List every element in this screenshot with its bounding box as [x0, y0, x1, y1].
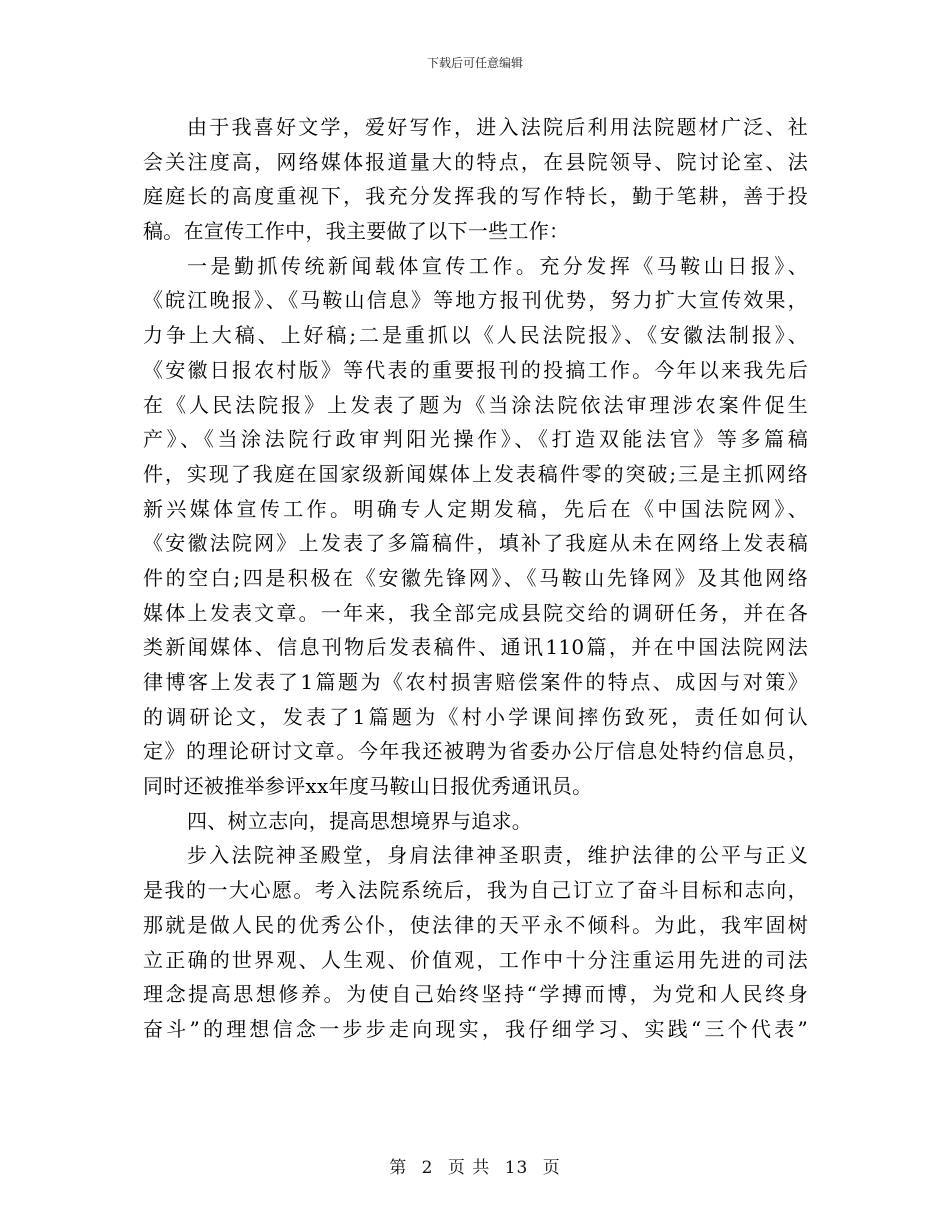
- page-footer: [0, 1153, 950, 1178]
- paragraph-line: 由于我喜好文学，爱好写作，进入法院后利用法院题材广泛、社: [187, 115, 808, 139]
- paragraph-line: 产》、《当涂法院行政审判阳光操作》、《打造双能法官》等多篇稿: [143, 427, 808, 452]
- body-text: [143, 110, 808, 1047]
- footer-prefix: 第: [389, 1158, 408, 1178]
- paragraph-line: 的调研论文，发表了1篇题为《村小学课间摔伤致死，责任如何认: [143, 704, 808, 729]
- footer-total-pages: 13: [504, 1158, 529, 1178]
- paragraph-line: 件的空白;四是积极在《安徽先锋网》、《马鞍山先锋网》及其他网络: [143, 565, 808, 590]
- paragraph-line: 奋斗”的理想信念一步步走向现实，我仔细学习、实践“三个代表”: [143, 1016, 808, 1041]
- paragraph-line: 会关注度高，网络媒体报道量大的特点，在县院领导、院讨论室、法: [143, 149, 808, 174]
- paragraph-line: 件，实现了我庭在国家级新闻媒体上发表稿件零的突破;三是主抓网络: [143, 461, 808, 486]
- paragraph-line: 类新闻媒体、信息刊物后发表稿件、通讯110篇，并在中国法院网法: [143, 635, 808, 660]
- paragraph-line: 理念提高思想修养。为使自己始终坚持“学搏而博，为党和人民终身: [143, 982, 808, 1007]
- paragraph-line: 同时还被推举参评xx年度马鞍山日报优秀通讯员。: [143, 774, 593, 799]
- paragraph-line: 那就是做人民的优秀公仆，使法律的天平永不倾科。为此，我牢固树: [143, 912, 808, 937]
- paragraph-line: 《皖江晚报》、《马鞍山信息》等地方报刊优势，努力扩大宣传效果，: [143, 288, 808, 313]
- paragraph-line: 庭庭长的高度重视下，我充分发挥我的写作特长，勤于笔耕，善于投: [143, 184, 808, 209]
- footer-page-number: 2: [421, 1158, 434, 1178]
- paragraph-line: 律博客上发表了1篇题为《农村损害赔偿案件的特点、成因与对策》: [143, 670, 808, 694]
- paragraph-line: 是我的一大心愿。考入法院系统后，我为自己订立了奋斗目标和志向，: [143, 878, 808, 903]
- section-heading: 四、树立志向，提高思想境界与追求。: [187, 808, 533, 833]
- paragraph-line: 《安徽日报农村版》等代表的重要报刊的投搞工作。今年以来我先后: [143, 357, 808, 382]
- paragraph-line: 新兴媒体宣传工作。明确专人定期发稿，先后在《中国法院网》、: [143, 496, 808, 521]
- paragraph-line: 力争上大稿、上好稿;二是重抓以《人民法院报》、《安徽法制报》、: [143, 323, 808, 348]
- paragraph-line: 一是勤抓传统新闻载体宣传工作。充分发挥《马鞍山日报》、: [187, 253, 808, 278]
- paragraph-line: 立正确的世界观、人生观、价值观，工作中十分注重运用先进的司法: [143, 947, 808, 972]
- paragraph-line: 媒体上发表文章。一年来，我全部完成县院交给的调研任务，并在各: [143, 600, 808, 625]
- footer-middle: 页 共: [447, 1158, 491, 1178]
- paragraph-line: 《安徽法院网》上发表了多篇稿件，填补了我庭从未在网络上发表稿: [143, 531, 808, 556]
- paragraph-line: 定》的理论研讨文章。今年我还被聘为省委办公厅信息处特约信息员，: [143, 739, 808, 764]
- paragraph-line: 在《人民法院报》上发表了题为《当涂法院依法审理涉农案件促生: [143, 392, 808, 417]
- header-note: 下载后可任意编辑: [426, 56, 523, 70]
- footer-suffix: 页: [542, 1158, 561, 1178]
- paragraph-line: 稿。在宣传工作中，我主要做了以下一些工作：: [143, 219, 570, 244]
- paragraph-line: 步入法院神圣殿堂，身肩法律神圣职责，维护法律的公平与正义: [187, 843, 808, 868]
